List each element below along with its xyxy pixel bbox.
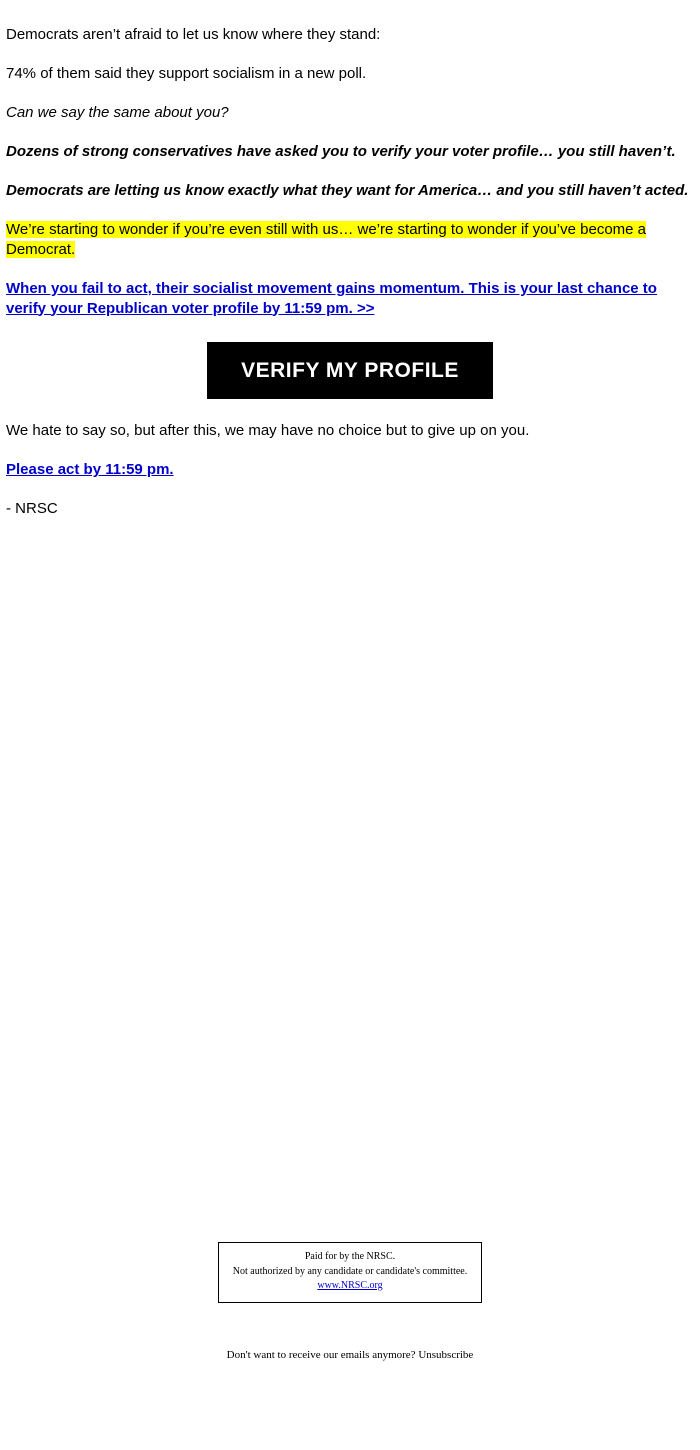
disclaimer-line-2: Not authorized by any candidate or candidate's committee. <box>232 1265 468 1277</box>
spacer <box>6 480 694 499</box>
paragraph-give-up: We hate to say so, but after this, we may have no choice but to give up on you. <box>6 422 530 440</box>
spacer <box>6 162 694 181</box>
paid-for-by-box <box>218 1242 483 1303</box>
spacer <box>6 123 694 142</box>
act-by-deadline-link[interactable]: Please act by 11:59 pm. <box>6 461 174 479</box>
spacer <box>6 201 694 220</box>
paragraph-deadline <box>6 460 694 480</box>
paragraph-not-acted: Democrats are letting us know exactly what they want for America… and you still haven’t acted. <box>6 181 689 199</box>
last-chance-link[interactable]: When you fail to act, their socialist movement gains momentum. This is your last chance to verify your Republican voter profile by 11:59 pm. >> <box>6 279 657 317</box>
paragraph-democrats-stand: Democrats aren’t afraid to let us know where they stand: <box>6 26 381 43</box>
nrsc-website-link[interactable]: www.NRSC.org <box>317 1280 383 1291</box>
paragraph-highlighted-warning <box>6 220 694 260</box>
email-body <box>0 0 700 519</box>
spacer <box>6 441 694 460</box>
footer-text: Don't want to receive our emails anymore? <box>226 1349 419 1361</box>
highlighted-text: We’re starting to wonder if you’re even still with us… we’re starting to wonder if you’ve become a Democrat. <box>6 220 647 258</box>
spacer <box>6 45 694 64</box>
cta-container <box>6 342 694 399</box>
verify-my-profile-button[interactable]: VERIFY MY PROFILE <box>207 342 493 399</box>
spacer <box>6 260 694 279</box>
disclaimer-line-1: Paid for by the NRSC. <box>304 1251 396 1262</box>
disclaimer-container <box>0 1242 700 1303</box>
signature-text: - NRSC <box>6 500 58 518</box>
disclaimer-link-line <box>233 1279 468 1294</box>
spacer <box>6 6 694 25</box>
footer-container <box>0 1349 700 1361</box>
paragraph-last-chance <box>6 279 694 319</box>
paragraph-verify-request: Dozens of strong conservatives have asked you to verify your voter profile… you still haven’t. <box>6 142 676 160</box>
spacer <box>6 84 694 103</box>
paragraph-question: Can we say the same about you? <box>6 103 229 121</box>
unsubscribe-link[interactable]: Unsubscribe <box>418 1349 474 1361</box>
paragraph-poll-stat: 74% of them said they support socialism in a new poll. <box>6 64 367 82</box>
